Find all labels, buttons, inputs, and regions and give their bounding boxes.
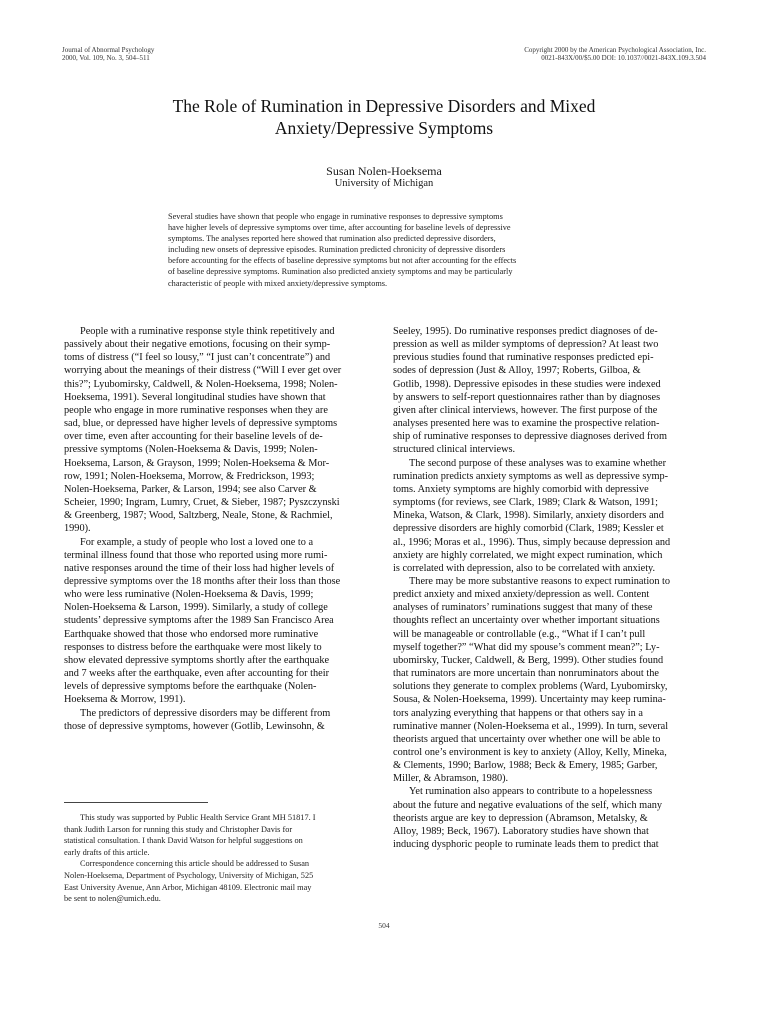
author-note (64, 812, 376, 905)
body-text-line: given after clinical interviews, however. The first purpose of the (393, 404, 658, 416)
body-text-line: analyses of ruminators’ ruminations suggest that many of these (393, 602, 653, 614)
body-text-line: Mineka, Watson, & Clark, 1998). Similarly, anxiety disorders and (393, 510, 664, 522)
left-column (64, 325, 376, 733)
body-text-line: terminal illness found that those who reported using more rumi- (64, 549, 328, 561)
body-text-line: tors analyzing everything that happens or that others say in a (393, 707, 643, 719)
body-text-line: inducing dysphoric people to ruminate leads them to predict that (393, 839, 659, 851)
body-text-line: People with a ruminative response style think repetitively and (80, 326, 335, 337)
journal-citation (62, 46, 154, 63)
footnote-line: East University Avenue, Ann Arbor, Michigan 48109. Electronic mail may (64, 882, 312, 892)
abstract-line: of baseline depressive symptoms. Rumination also predicted anxiety symptoms and may be particularly (168, 267, 513, 277)
body-text-line: Miller, & Abramson, 1980). (393, 773, 509, 785)
body-text-line: Scheier, 1990; Ingram, Lumry, Cruet, & Sieber, 1987; Pyszczynski (64, 497, 340, 509)
page-number: 504 (378, 921, 390, 930)
body-text-line: Gotlib, 1998). Depressive episodes in these studies were indexed (393, 378, 661, 390)
body-text-line: predict anxiety and mixed anxiety/depression as well. Content (393, 589, 650, 601)
body-text-line: who were less ruminative (Nolen-Hoeksema & Davis, 1999; (64, 589, 314, 601)
body-text-line: worrying about the meanings of their distress (“Will I ever get over (64, 365, 342, 377)
doi-line: 0021-843X/00/$5.00 DOI: 10.1037//0021-843X.109.3.504 (541, 54, 706, 63)
body-text-line: Seeley, 1995). Do ruminative responses predict diagnoses of de- (393, 326, 658, 337)
footnote-line: be sent to nolen@umich.edu. (64, 894, 161, 904)
body-text-line: Hoeksema, Larson, & Grayson, 1999; Nolen-Hoeksema & Mor- (64, 457, 330, 469)
body-text-line: Yet rumination also appears to contribute to a hopelessness (409, 786, 653, 798)
body-text-line: structured clinical interviews. (393, 444, 516, 456)
body-text-line: There may be more substantive reasons to expect rumination to (409, 575, 671, 587)
body-text-line: Alloy, 1989; Beck, 1967). Laboratory studies have shown that (393, 825, 649, 837)
footnote-line: statistical consultation. I thank David Watson for helpful suggestions on (64, 836, 303, 846)
body-text-line: ruminative manner (Nolen-Hoeksema et al., 1999). In turn, several (393, 720, 669, 732)
body-text-line: anxiety are highly correlated, we might expect rumination, which (393, 549, 663, 561)
body-text-line: toms of distress (“I feel so lousy,” “I just can’t concentrate”) and (64, 352, 331, 364)
body-text-line: solutions they generate to complex problems (Ward, Lyubomirsky, (393, 681, 668, 693)
footnote-line: Nolen-Hoeksema, Department of Psychology, University of Michigan, 525 (64, 870, 314, 880)
body-text-line: is correlated with depression, also to be correlated with anxiety. (393, 562, 656, 574)
body-text-line: previous studies found that ruminative responses predicted epi- (393, 352, 654, 364)
body-text-line: people who engage in more ruminative responses when they are (64, 404, 328, 416)
abstract-line: have higher levels of depressive symptoms over time, after accounting for baseline levels of depressive (168, 223, 511, 233)
body-text-line: symptoms (for reviews, see Clark, 1989; Clark & Watson, 1991; (393, 497, 658, 509)
body-text-line: that ruminators are more uncertain than nonruminators about the (393, 668, 659, 680)
journal-volume: 2000, Vol. 109, No. 3, 504–511 (62, 54, 150, 63)
body-text-line: 1990). (64, 523, 91, 535)
body-text-line: pressive symptoms (Nolen-Hoeksema & Davis, 1999; Nolen- (64, 444, 318, 456)
body-text-line: sodes of depression (Just & Alloy, 1997; Roberts, Gilboa, & (393, 365, 641, 377)
body-text-line: this?”; Lyubomirsky, Caldwell, & Nolen-Hoeksema, 1998; Nolen- (64, 378, 338, 390)
body-text-line: row, 1991; Nolen-Hoeksema, Morrow, & Fredrickson, 1993; (64, 470, 315, 482)
body-text-line: Nolen-Hoeksema, Parker, & Larson, 1994; see also Carver & (64, 483, 317, 495)
body-text-line: over time, even after accounting for their baseline levels of de- (64, 431, 323, 443)
body-text-line: responses to distress before the earthquake were most likely to (64, 641, 322, 653)
right-column (393, 325, 707, 851)
abstract-line: including new onsets of depressive episodes. Rumination predicted chronicity of depressive disorders (168, 245, 506, 255)
body-text-line: Hoeksema & Morrow, 1991). (64, 694, 186, 706)
body-text-line: ship of ruminative responses to depressive diagnoses derived from (393, 431, 667, 443)
author-affiliation: University of Michigan (334, 178, 434, 189)
article-title (62, 95, 706, 139)
footnote-line: This study was supported by Public Health Service Grant MH 51817. I (80, 813, 316, 822)
body-text-line: analyses presented here was to examine the prospective relation- (393, 418, 660, 430)
body-text-line: depressive symptoms over the 18 months after their loss than those (64, 575, 341, 587)
title-line: Anxiety/Depressive Symptoms (274, 118, 494, 138)
body-text-line: toms. Anxiety symptoms are highly comorbid with depressive (393, 483, 649, 495)
body-text-line: passively about their negative emotions, focusing on their symp- (64, 339, 331, 351)
abstract-line: symptoms. The analyses reported here showed that rumination also predicted depressive disorders, (168, 234, 496, 244)
body-text-line: will be manageable or controllable (e.g., “What if I can’t pull (393, 628, 646, 640)
title-line: The Role of Rumination in Depressive Disorders and Mixed (172, 96, 596, 116)
footnote-line: early drafts of this article. (64, 847, 150, 857)
author-name: Susan Nolen-Hoeksema (326, 164, 442, 178)
body-text-line: theorists argued that uncertainty over whether one will be able to (393, 733, 661, 745)
copyright-notice (524, 46, 706, 63)
body-text-line: and 7 weeks after the earthquake, even after accounting for their (64, 668, 330, 680)
body-text-line: The second purpose of these analyses was to examine whether (409, 457, 667, 469)
body-text-line: & Clements, 1990; Barlow, 1988; Beck & Emery, 1985; Garber, (393, 760, 658, 772)
body-text-line: Hoeksema, 1991). Several longitudinal studies have shown that (64, 391, 326, 403)
body-text-line: sad, blue, or depressed have higher levels of depressive symptoms (64, 418, 338, 430)
body-text-line: al., 1996; Moras et al., 1996). Thus, simply because depression and (393, 536, 671, 548)
body-text-line: myself together?” “What did my spouse’s comment mean?”; Ly- (393, 641, 660, 653)
body-text-line: thoughts reflect an uncertainty over whether important situations (393, 615, 660, 627)
body-text-line: theorists argue are key to depression (Abramson, Metalsky, & (393, 812, 648, 824)
abstract (168, 211, 608, 289)
footnote-line: thank Judith Larson for running this study and Christopher Davis for (64, 824, 293, 834)
footnote-line: Correspondence concerning this article should be addressed to Susan (80, 859, 310, 869)
journal-name: Journal of Abnormal Psychology (62, 46, 155, 54)
copyright-line: Copyright 2000 by the American Psychological Association, Inc. (524, 46, 706, 54)
body-text-line: show elevated depressive symptoms shortly after the earthquake (64, 654, 330, 666)
body-text-line: control one’s environment is key to anxiety (Alloy, Kelly, Mineka, (393, 747, 667, 758)
body-text-line: & Greenberg, 1987; Wood, Saltzberg, Neale, Stone, & Rachmiel, (64, 510, 333, 522)
abstract-line: Several studies have shown that people who engage in ruminative responses to depressive symptoms (168, 212, 503, 221)
body-text-line: depressive disorders are highly comorbid (Clark, 1989; Kessler et (393, 523, 664, 535)
body-text-line: levels of depressive symptoms before the earthquake (Nolen- (64, 681, 317, 693)
body-text-line: Sousa, & Nolen-Hoeksema, 1999). Uncertainty may keep rumina- (393, 694, 666, 706)
body-text-line: The predictors of depressive disorders may be different from (80, 707, 331, 719)
abstract-line: before accounting for the effects of baseline depressive symptoms but not after accounting for the effects (168, 256, 517, 266)
body-text-line: by answers to self-report questionnaires rather than by diagnoses (393, 391, 661, 403)
footnote-divider (64, 802, 208, 803)
body-text-line: Nolen-Hoeksema & Larson, 1999). Similarly, a study of college (64, 602, 328, 614)
body-text-line: about the future and negative evaluations of the self, which many (393, 799, 663, 811)
abstract-line: characteristic of people with mixed anxiety/depressive symptoms. (168, 278, 388, 288)
body-text-line: rumination predicts anxiety symptoms as well as depressive symp- (393, 470, 669, 482)
body-text-line: ubomirsky, Tucker, Caldwell, & Berg, 1999). Other studies found (393, 654, 664, 666)
body-text-line: For example, a study of people who lost a loved one to a (80, 536, 314, 548)
body-text-line: native responses around the time of their loss had higher levels of (64, 562, 335, 574)
body-text-line: pression as well as milder symptoms of depression? At least two (393, 339, 659, 351)
body-text-line: Earthquake showed that those who endorsed more ruminative (64, 628, 319, 640)
body-text-line: those of depressive symptoms, however (Gotlib, Lewinsohn, & (64, 720, 325, 732)
body-text-line: students’ depressive symptoms after the 1989 San Francisco Area (64, 615, 334, 627)
